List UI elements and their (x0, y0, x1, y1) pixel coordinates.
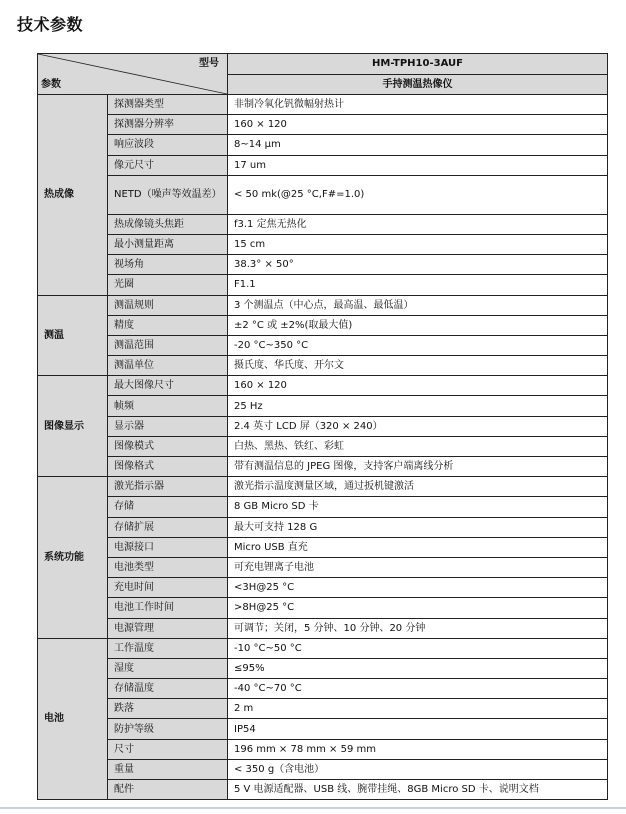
param-value-cell: < 350 g（含电池） (228, 759, 608, 779)
table-row (38, 517, 608, 537)
param-label: 参数 (41, 79, 61, 90)
param-value-cell: IP54 (228, 719, 608, 739)
param-value-cell: 激光指示温度测量区域，通过扳机键激活 (228, 477, 608, 497)
param-value-cell: 2 m (228, 699, 608, 719)
param-name-cell: 像元尺寸 (108, 155, 228, 175)
param-value-cell: 最大可支持 128 G (228, 517, 608, 537)
table-row (38, 618, 608, 638)
param-name-cell: 电池工作时间 (108, 598, 228, 618)
table-row (38, 234, 608, 254)
param-name-cell: 存储 (108, 497, 228, 517)
header-diagonal-cell (38, 54, 228, 95)
table-row (38, 115, 608, 135)
param-name-cell: 激光指示器 (108, 477, 228, 497)
param-value-cell: -40 °C~70 °C (228, 679, 608, 699)
param-value-cell: 160 × 120 (228, 376, 608, 396)
param-value-cell: 白热、黑热、铁红、彩虹 (228, 436, 608, 456)
table-row (38, 416, 608, 436)
param-name-cell: 防护等级 (108, 719, 228, 739)
param-name-cell: 湿度 (108, 658, 228, 678)
param-value-cell: ≤95% (228, 658, 608, 678)
table-row (38, 457, 608, 477)
param-name-cell: 电池类型 (108, 557, 228, 577)
table-row (38, 759, 608, 779)
param-value-cell: f3.1 定焦无热化 (228, 214, 608, 234)
param-name-cell: NETD（噪声等效温差） (108, 175, 228, 214)
param-name-cell: 光圈 (108, 275, 228, 295)
param-value-cell: 非制冷氧化钒微幅射热计 (228, 95, 608, 115)
table-header-row-1 (38, 54, 608, 75)
param-name-cell: 测温规则 (108, 295, 228, 315)
param-value-cell: 38.3° × 50° (228, 255, 608, 275)
category-cell: 热成像 (38, 95, 108, 296)
param-value-cell: 2.4 英寸 LCD 屏（320 × 240） (228, 416, 608, 436)
product-name: 手持测温热像仪 (228, 74, 608, 95)
table-row (38, 315, 608, 335)
param-name-cell: 帧频 (108, 396, 228, 416)
param-name-cell: 工作温度 (108, 638, 228, 658)
param-name-cell: 测温单位 (108, 356, 228, 376)
table-row (38, 578, 608, 598)
table-row (38, 497, 608, 517)
model-label: 型号 (199, 58, 219, 69)
table-row (38, 275, 608, 295)
param-value-cell: ±2 °C 或 ±2%(取最大值) (228, 315, 608, 335)
param-name-cell: 电源接口 (108, 537, 228, 557)
param-name-cell: 充电时间 (108, 578, 228, 598)
table-row (38, 155, 608, 175)
param-value-cell: Micro USB 直充 (228, 537, 608, 557)
table-row (38, 638, 608, 658)
param-value-cell: <3H@25 °C (228, 578, 608, 598)
table-row (38, 376, 608, 396)
param-value-cell: 17 um (228, 155, 608, 175)
table-row (38, 739, 608, 759)
table-row (38, 679, 608, 699)
param-value-cell: >8H@25 °C (228, 598, 608, 618)
table-row (38, 537, 608, 557)
param-value-cell: 160 × 120 (228, 115, 608, 135)
param-name-cell: 图像格式 (108, 457, 228, 477)
category-cell: 电池 (38, 638, 108, 800)
param-name-cell: 精度 (108, 315, 228, 335)
table-row (38, 295, 608, 315)
category-cell: 测温 (38, 295, 108, 376)
param-name-cell: 存储温度 (108, 679, 228, 699)
table-row (38, 780, 608, 800)
param-value-cell: F1.1 (228, 275, 608, 295)
param-value-cell: 8~14 μm (228, 135, 608, 155)
table-row (38, 477, 608, 497)
param-value-cell: -10 °C~50 °C (228, 638, 608, 658)
table-row (38, 719, 608, 739)
category-cell: 图像显示 (38, 376, 108, 477)
param-value-cell: 可调节；关闭，5 分钟、10 分钟、20 分钟 (228, 618, 608, 638)
param-value-cell: 196 mm × 78 mm × 59 mm (228, 739, 608, 759)
param-value-cell: 5 V 电源适配器、USB 线、腕带挂绳、8GB Micro SD 卡、说明文档 (228, 780, 608, 800)
param-value-cell: 3 个测温点（中心点，最高温、最低温） (228, 295, 608, 315)
param-value-cell: 可充电锂离子电池 (228, 557, 608, 577)
table-row (38, 557, 608, 577)
param-name-cell: 视场角 (108, 255, 228, 275)
param-value-cell: 带有测温信息的 JPEG 图像，支持客户端离线分析 (228, 457, 608, 477)
table-row (38, 396, 608, 416)
param-value-cell: 15 cm (228, 234, 608, 254)
param-name-cell: 重量 (108, 759, 228, 779)
param-name-cell: 探测器类型 (108, 95, 228, 115)
table-row (38, 255, 608, 275)
param-value-cell: 8 GB Micro SD 卡 (228, 497, 608, 517)
param-name-cell: 测温范围 (108, 335, 228, 355)
param-name-cell: 图像模式 (108, 436, 228, 456)
param-name-cell: 显示器 (108, 416, 228, 436)
param-name-cell: 热成像镜头焦距 (108, 214, 228, 234)
table-row (38, 335, 608, 355)
spec-table (37, 53, 608, 800)
table-row (38, 95, 608, 115)
page-bottom-divider (0, 807, 626, 809)
table-row (38, 175, 608, 214)
page-title: 技术参数 (17, 15, 84, 34)
param-name-cell: 配件 (108, 780, 228, 800)
param-name-cell: 尺寸 (108, 739, 228, 759)
param-name-cell: 存储扩展 (108, 517, 228, 537)
param-name-cell: 跌落 (108, 699, 228, 719)
table-row (38, 214, 608, 234)
param-name-cell: 探测器分辨率 (108, 115, 228, 135)
table-row (38, 598, 608, 618)
table-row (38, 135, 608, 155)
table-row (38, 436, 608, 456)
param-value-cell: < 50 mk(@25 °C,F#=1.0) (228, 175, 608, 214)
model-value: HM-TPH10-3AUF (228, 54, 608, 75)
param-name-cell: 最小测量距离 (108, 234, 228, 254)
table-row (38, 356, 608, 376)
param-value-cell: 摄氏度、华氏度、开尔文 (228, 356, 608, 376)
table-row (38, 699, 608, 719)
param-name-cell: 最大图像尺寸 (108, 376, 228, 396)
param-value-cell: 25 Hz (228, 396, 608, 416)
param-name-cell: 响应波段 (108, 135, 228, 155)
table-row (38, 658, 608, 678)
param-name-cell: 电源管理 (108, 618, 228, 638)
param-value-cell: -20 °C~350 °C (228, 335, 608, 355)
category-cell: 系统功能 (38, 477, 108, 639)
